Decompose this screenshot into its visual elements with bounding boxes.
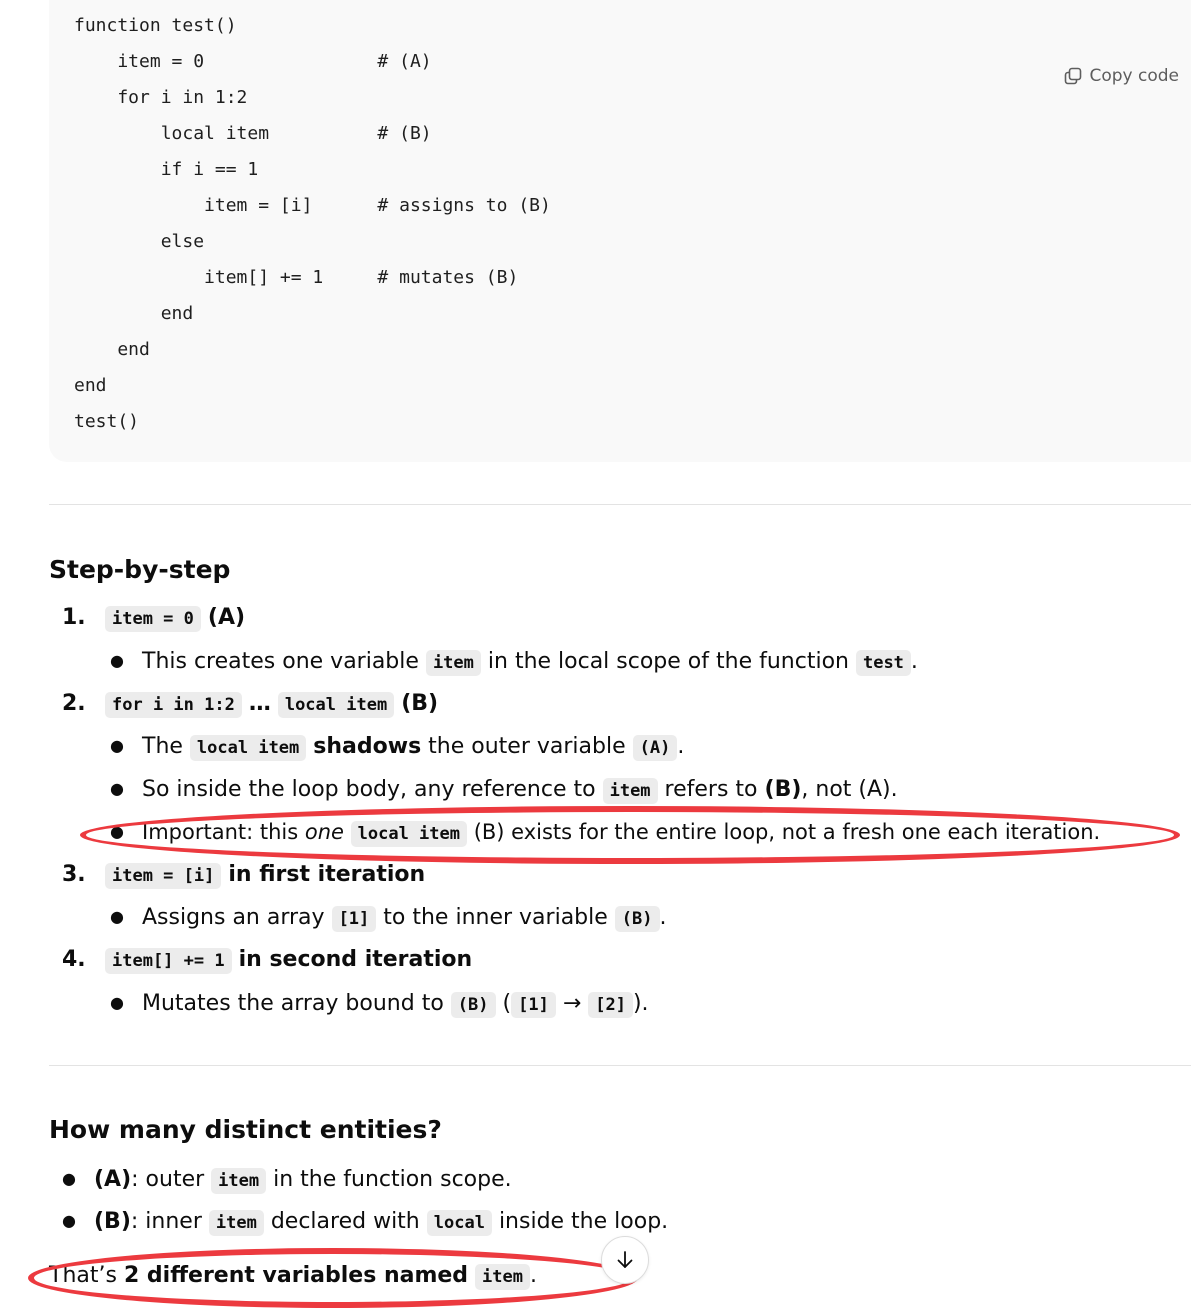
bullet-icon: ● — [110, 736, 124, 755]
text: : inner — [130, 1209, 202, 1234]
scroll-down-button[interactable] — [601, 1236, 649, 1284]
list-item — [110, 901, 667, 935]
inline-code: local item — [278, 692, 394, 718]
code-block — [49, 0, 1191, 462]
text: The — [142, 734, 183, 759]
inline-code: local item — [351, 821, 467, 847]
step-number: 2. — [62, 691, 86, 716]
code-line: for i in 1:2 — [74, 87, 248, 108]
step-number: 4. — [62, 947, 86, 972]
step-label: in first iteration — [228, 862, 426, 887]
text: Important: this — [142, 820, 299, 844]
list-item — [110, 773, 898, 807]
divider — [49, 1065, 1191, 1066]
inline-code: item[] += 1 — [105, 948, 232, 974]
text: . — [659, 905, 667, 930]
code-line: item = 0 # (A) — [74, 51, 432, 72]
text: ( — [502, 991, 512, 1016]
step-label: (B) — [401, 691, 439, 716]
text: (A) — [94, 1167, 132, 1192]
text: to the inner variable — [383, 905, 608, 930]
step-number: 3. — [62, 862, 86, 887]
code-line: item[] += 1 # mutates (B) — [74, 267, 519, 288]
step-item-4 — [62, 944, 472, 977]
code-line: test() — [74, 411, 140, 432]
step-label: (A) — [207, 605, 246, 630]
bullet-icon: ● — [62, 1211, 76, 1230]
text: That’s — [49, 1263, 117, 1288]
bullet-icon: ● — [110, 993, 124, 1012]
step-item-2 — [62, 688, 438, 721]
code-line: else — [74, 231, 205, 252]
step-item-3 — [62, 859, 425, 892]
text: This creates one variable — [142, 649, 419, 674]
bullet-icon: ● — [110, 651, 124, 670]
text: the outer variable — [428, 734, 626, 759]
list-item — [110, 987, 649, 1021]
inline-code: item = 0 — [105, 606, 201, 632]
inline-code: [1] — [511, 992, 556, 1018]
list-item — [110, 645, 918, 679]
text: Mutates the array bound to — [142, 991, 444, 1016]
text: So inside the loop body, any reference to — [142, 777, 596, 802]
section-heading-steps: Step-by-step — [49, 555, 231, 584]
text: shadows — [313, 734, 422, 759]
text: … — [248, 691, 271, 716]
inline-code: (B) — [451, 992, 496, 1018]
inline-code: item — [209, 1210, 264, 1236]
text: . — [677, 734, 685, 759]
code-line: if i == 1 — [74, 159, 259, 180]
bullet-icon: ● — [110, 907, 124, 926]
text: (B) exists for the entire loop, not a fresh one each iteration. — [473, 820, 1101, 844]
text: refers to — [664, 777, 758, 802]
list-item — [62, 1163, 512, 1197]
inline-code: [1] — [332, 906, 377, 932]
arrow-icon: → — [562, 991, 582, 1016]
inline-code: (B) — [615, 906, 660, 932]
summary-line — [49, 1260, 537, 1293]
code-line: function test() — [74, 15, 237, 36]
text: ). — [632, 991, 649, 1016]
code-line: end — [74, 339, 150, 360]
text: (B) — [764, 777, 802, 802]
bullet-icon: ● — [110, 822, 124, 841]
copy-code-label: Copy code — [1089, 66, 1179, 86]
bullet-icon: ● — [62, 1169, 76, 1188]
text: one — [304, 820, 344, 844]
text: (B) — [94, 1209, 131, 1234]
text: : outer — [131, 1167, 205, 1192]
text: . — [530, 1263, 537, 1288]
step-number: 1. — [62, 605, 86, 630]
list-item — [110, 816, 1100, 850]
copy-icon — [1063, 66, 1083, 86]
inline-code: (A) — [633, 735, 678, 761]
text: inside the loop. — [498, 1209, 669, 1234]
text: , not (A). — [801, 777, 898, 802]
text: 2 different variables named — [123, 1263, 469, 1288]
code-content — [74, 8, 551, 440]
text: Assigns an array — [142, 905, 325, 930]
inline-code: for i in 1:2 — [105, 692, 242, 718]
inline-code: item = [i] — [105, 863, 221, 889]
inline-code: item — [426, 650, 481, 676]
step-label: in second iteration — [238, 947, 473, 972]
bullet-icon: ● — [110, 779, 124, 798]
copy-code-button[interactable] — [1063, 66, 1179, 86]
step-item-1 — [62, 602, 245, 635]
inline-code: item — [603, 778, 658, 804]
section-heading-entities: How many distinct entities? — [49, 1115, 442, 1144]
text: declared with — [270, 1209, 420, 1234]
code-line: item = [i] # assigns to (B) — [74, 195, 551, 216]
text: . — [910, 649, 918, 674]
list-item — [62, 1205, 668, 1239]
list-item — [110, 730, 684, 764]
text: in the function scope. — [273, 1167, 512, 1192]
code-line: end — [74, 303, 194, 324]
divider — [49, 504, 1191, 505]
inline-code: test — [856, 650, 911, 676]
inline-code: local item — [190, 735, 306, 761]
arrow-down-icon — [614, 1249, 636, 1271]
code-line: local item # (B) — [74, 123, 432, 144]
inline-code: local — [427, 1210, 492, 1236]
text: in the local scope of the function — [487, 649, 849, 674]
inline-code: [2] — [588, 992, 633, 1018]
inline-code: item — [211, 1168, 266, 1194]
code-line: end — [74, 375, 107, 396]
inline-code: item — [475, 1264, 530, 1290]
